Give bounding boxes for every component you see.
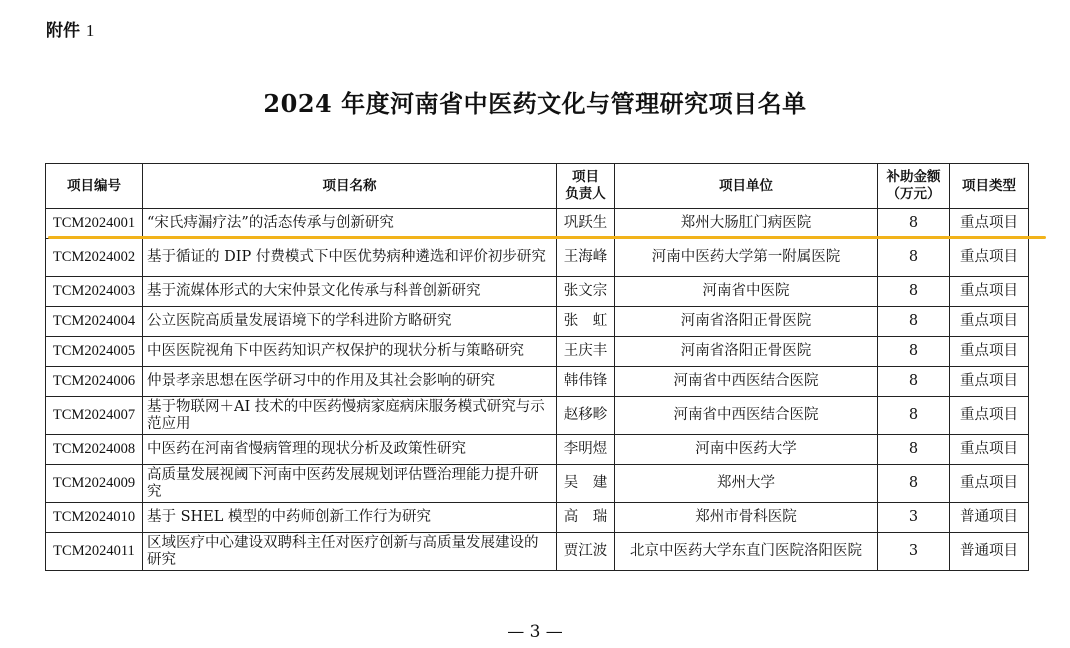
table-row bbox=[46, 435, 1029, 465]
cell-leader: 韩伟锋 bbox=[557, 367, 615, 397]
cell-code: TCM2024011 bbox=[46, 533, 143, 571]
header-funding-line2: （万元） bbox=[886, 186, 941, 202]
cell-name: 区域医疗中心建设双聘科主任对医疗创新与高质量发展建设的研究 bbox=[143, 533, 557, 571]
cell-code: TCM2024009 bbox=[46, 465, 143, 503]
highlight-underline bbox=[48, 236, 1046, 239]
header-funding bbox=[878, 164, 950, 209]
cell-name: 基于循证的 DIP 付费模式下中医优势病种遴选和评价初步研究 bbox=[143, 239, 557, 277]
cell-funding: 8 bbox=[878, 367, 950, 397]
header-leader-line2: 负责人 bbox=[565, 186, 606, 202]
attachment-label bbox=[46, 16, 94, 41]
cell-unit: 河南省洛阳正骨医院 bbox=[615, 337, 878, 367]
document-title: 2024 年度河南省中医药文化与管理研究项目名单 bbox=[263, 89, 807, 118]
cell-leader: 李明煜 bbox=[557, 435, 615, 465]
cell-unit: 河南中医药大学第一附属医院 bbox=[615, 239, 878, 277]
cell-unit: 河南中医药大学 bbox=[615, 435, 878, 465]
cell-funding: 8 bbox=[878, 397, 950, 435]
cell-name: 中医药在河南省慢病管理的现状分析及政策性研究 bbox=[143, 435, 557, 465]
cell-unit: 河南省中西医结合医院 bbox=[615, 367, 878, 397]
cell-leader: 贾江波 bbox=[557, 533, 615, 571]
header-unit: 项目单位 bbox=[615, 164, 878, 209]
cell-unit: 郑州市骨科医院 bbox=[615, 503, 878, 533]
cell-type: 重点项目 bbox=[950, 367, 1029, 397]
cell-leader: 吴 建 bbox=[557, 465, 615, 503]
cell-leader: 赵移畛 bbox=[557, 397, 615, 435]
cell-funding: 3 bbox=[878, 533, 950, 571]
cell-unit: 河南省洛阳正骨医院 bbox=[615, 307, 878, 337]
cell-code: TCM2024006 bbox=[46, 367, 143, 397]
table-row bbox=[46, 209, 1029, 239]
cell-code: TCM2024007 bbox=[46, 397, 143, 435]
cell-unit: 郑州大肠肛门病医院 bbox=[615, 209, 878, 239]
table-row bbox=[46, 533, 1029, 571]
cell-leader: 王庆丰 bbox=[557, 337, 615, 367]
table-row bbox=[46, 307, 1029, 337]
table-row bbox=[46, 397, 1029, 435]
cell-unit: 北京中医药大学东直门医院洛阳医院 bbox=[615, 533, 878, 571]
cell-name: 基于 SHEL 模型的中药师创新工作行为研究 bbox=[143, 503, 557, 533]
cell-funding: 8 bbox=[878, 277, 950, 307]
cell-leader: 王海峰 bbox=[557, 239, 615, 277]
cell-type: 普通项目 bbox=[950, 533, 1029, 571]
cell-unit: 郑州大学 bbox=[615, 465, 878, 503]
cell-leader: 张文宗 bbox=[557, 277, 615, 307]
cell-code: TCM2024002 bbox=[46, 239, 143, 277]
cell-funding: 8 bbox=[878, 465, 950, 503]
cell-name: 基于流媒体形式的大宋仲景文化传承与科普创新研究 bbox=[143, 277, 557, 307]
cell-leader: 高 瑞 bbox=[557, 503, 615, 533]
cell-code: TCM2024003 bbox=[46, 277, 143, 307]
table-row bbox=[46, 337, 1029, 367]
project-list-table bbox=[45, 163, 1029, 571]
cell-code: TCM2024001 bbox=[46, 209, 143, 239]
cell-name: 基于物联网＋AI 技术的中医药慢病家庭病床服务模式研究与示范应用 bbox=[143, 397, 557, 435]
attachment-text: 附件 bbox=[46, 21, 80, 41]
cell-type: 重点项目 bbox=[950, 239, 1029, 277]
header-name: 项目名称 bbox=[143, 164, 557, 209]
cell-name: 公立医院高质量发展语境下的学科进阶方略研究 bbox=[143, 307, 557, 337]
cell-type: 重点项目 bbox=[950, 397, 1029, 435]
cell-type: 重点项目 bbox=[950, 307, 1029, 337]
header-code: 项目编号 bbox=[46, 164, 143, 209]
cell-funding: 8 bbox=[878, 239, 950, 277]
cell-funding: 8 bbox=[878, 435, 950, 465]
header-type: 项目类型 bbox=[950, 164, 1029, 209]
cell-type: 重点项目 bbox=[950, 435, 1029, 465]
header-leader bbox=[557, 164, 615, 209]
header-leader-line1: 项目 bbox=[572, 169, 599, 185]
cell-name: 仲景孝亲思想在医学研习中的作用及其社会影响的研究 bbox=[143, 367, 557, 397]
table-row bbox=[46, 367, 1029, 397]
cell-leader: 张 虹 bbox=[557, 307, 615, 337]
cell-unit: 河南省中西医结合医院 bbox=[615, 397, 878, 435]
page-number: — 3 — bbox=[507, 622, 563, 642]
cell-type: 普通项目 bbox=[950, 503, 1029, 533]
table-row bbox=[46, 239, 1029, 277]
table-row bbox=[46, 503, 1029, 533]
cell-name: “宋氏痔漏疗法”的活态传承与创新研究 bbox=[143, 209, 557, 239]
attachment-number: 1 bbox=[85, 21, 95, 40]
cell-funding: 8 bbox=[878, 209, 950, 239]
header-funding-line1: 补助金额 bbox=[886, 169, 941, 185]
cell-funding: 3 bbox=[878, 503, 950, 533]
cell-funding: 8 bbox=[878, 337, 950, 367]
cell-name: 高质量发展视阈下河南中医药发展规划评估暨治理能力提升研究 bbox=[143, 465, 557, 503]
cell-unit: 河南省中医院 bbox=[615, 277, 878, 307]
cell-code: TCM2024010 bbox=[46, 503, 143, 533]
cell-type: 重点项目 bbox=[950, 337, 1029, 367]
table-row bbox=[46, 277, 1029, 307]
cell-type: 重点项目 bbox=[950, 465, 1029, 503]
table-row bbox=[46, 465, 1029, 503]
cell-leader: 巩跃生 bbox=[557, 209, 615, 239]
cell-type: 重点项目 bbox=[950, 209, 1029, 239]
cell-code: TCM2024004 bbox=[46, 307, 143, 337]
cell-code: TCM2024005 bbox=[46, 337, 143, 367]
cell-name: 中医医院视角下中医药知识产权保护的现状分析与策略研究 bbox=[143, 337, 557, 367]
table-header-row bbox=[46, 164, 1029, 209]
cell-type: 重点项目 bbox=[950, 277, 1029, 307]
cell-code: TCM2024008 bbox=[46, 435, 143, 465]
cell-funding: 8 bbox=[878, 307, 950, 337]
